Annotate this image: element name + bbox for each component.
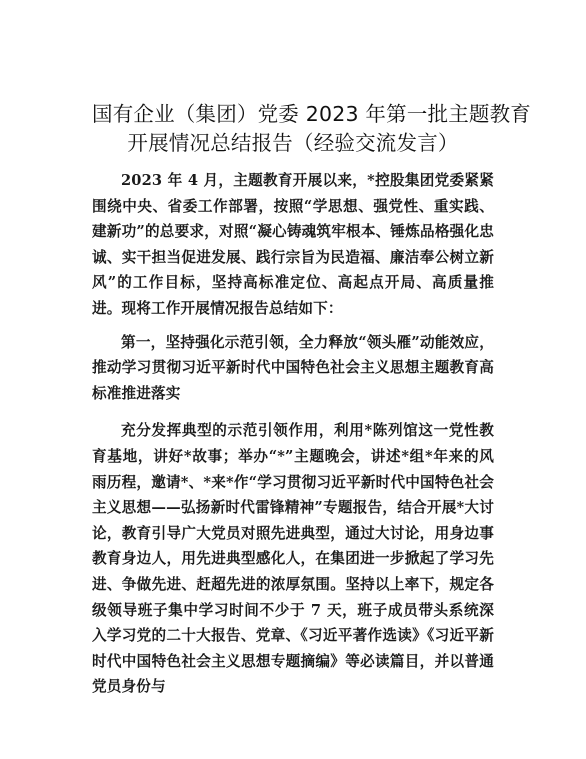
title-line-2: 开展情况总结报告（经验交流发言） bbox=[127, 131, 459, 155]
section-heading-1: 第一，坚持强化示范引领，全力释放“领头雁”动能效应，推动学习贯彻习近平新时代中国特色社会主义思想主题教育高标准推进落实 bbox=[92, 333, 494, 402]
title-line-1: 国有企业（集团）党委 2023 年第一批主题教育 bbox=[92, 102, 532, 126]
document-body bbox=[92, 168, 494, 700]
document-title bbox=[92, 100, 532, 158]
body-paragraph: 充分发挥典型的示范引领作用，利用*陈列馆这一党性教育基地，讲好*故事；举办“*”主题晚会，讲述*组*年来的风雨历程，邀请*、*来*作“学习贯彻习近平新时代中国特色社会主义思想——弘扬新时代雷锋精神”专题报告，结合开展*大讨论，教育引导广大党员对照先进典型，通过大讨论，用身边事教育身边人，用先进典型感化人，在集团进一步掀起了学习先进、争做先进、赶超先进的浓厚氛围。坚持以上率下，规定各级领导班子集中学习时间不少于 7 天，班子成员带头系统深入学习党的二十大报告、党章、《习近平著作选读》《习近平新时代中国特色社会主义思想专题摘编》等必读篇目，并以普通党员身份与 bbox=[92, 422, 494, 696]
intro-paragraph: 2023 年 4 月，主题教育开展以来，*控股集团党委紧紧围绕中央、省委工作部署，按照“学思想、强党性、重实践、建新功”的总要求，对照“凝心铸魂筑牢根本、锤炼品格强化忠诚、实干担当促进发展、践行宗旨为民造福、廉洁奉公树立新风”的工作目标，坚持高标准定位、高起点开局、高质量推进。现将工作开展情况报告总结如下： bbox=[92, 172, 494, 317]
